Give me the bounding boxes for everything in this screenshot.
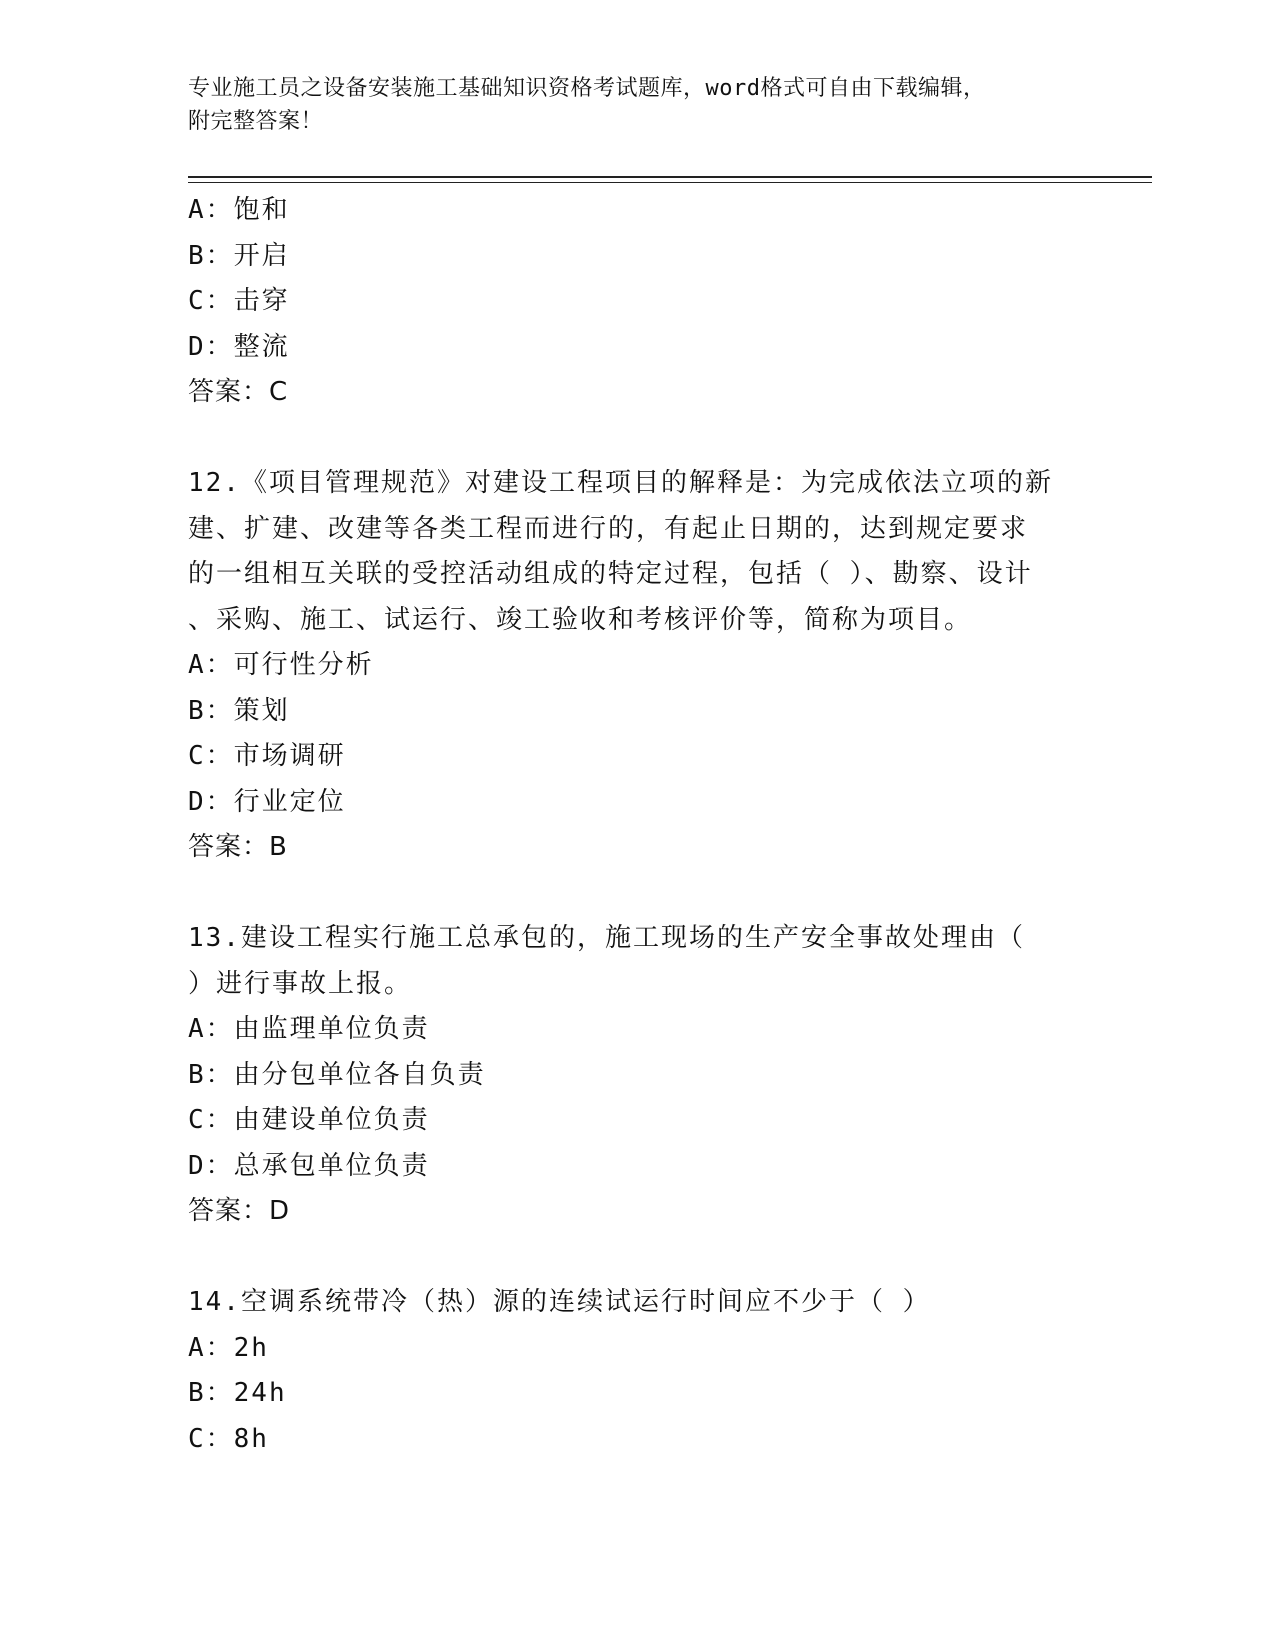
question-text-line: 12.《项目管理规范》对建设工程项目的解释是：为完成依法立项的新 [188, 468, 1053, 498]
question-12 [188, 461, 1088, 871]
question-text-line: 建、扩建、改建等各类工程而进行的，有起止日期的，达到规定要求 [188, 513, 1029, 544]
option-a: A：2h [188, 1332, 269, 1363]
question-text-line: 的一组相互关联的受控活动组成的特定过程，包括（ ）、勘察、设计 [188, 559, 1033, 589]
option-b: B：由分包单位各自负责 [188, 1059, 486, 1090]
option-a: A：由监理单位负责 [188, 1014, 430, 1044]
option-d: D：行业定位 [188, 786, 346, 817]
option-c: C：8h [188, 1423, 269, 1454]
option-c: C：由建设单位负责 [188, 1105, 430, 1135]
question-14 [188, 1280, 1088, 1462]
option-c: C：市场调研 [188, 741, 346, 771]
answer-line: 答案：C [188, 377, 289, 407]
question-list [188, 188, 1088, 1462]
spacer [188, 871, 1088, 917]
spacer [188, 416, 1088, 462]
question-text-line: 14.空调系统带冷（热）源的连续试运行时间应不少于（ ） [188, 1287, 931, 1317]
option-a: A：可行性分析 [188, 650, 374, 680]
question-text-line: 13.建设工程实行施工总承包的，施工现场的生产安全事故处理由（ [188, 923, 1025, 953]
option-d: D：总承包单位负责 [188, 1150, 430, 1181]
option-c: C：击穿 [188, 286, 290, 316]
option-b: B：策划 [188, 695, 290, 726]
question-11 [188, 188, 1088, 416]
option-b: B：24h [188, 1378, 287, 1408]
document-header [188, 72, 1088, 138]
header-line-2: 附完整答案！ [188, 109, 324, 134]
question-text-line: ）进行事故上报。 [188, 968, 413, 999]
header-divider-thick [188, 176, 1152, 178]
option-b: B：开启 [188, 240, 290, 271]
header-divider-thin [188, 182, 1152, 183]
question-13 [188, 916, 1088, 1235]
spacer [188, 1235, 1088, 1281]
header-line-1: 专业施工员之设备安装施工基础知识资格考试题库，word格式可自由下载编辑， [188, 76, 986, 101]
answer-line: 答案：D [188, 1196, 291, 1226]
option-a: A：饱和 [188, 195, 290, 225]
question-text-line: 、采购、施工、试运行、竣工验收和考核评价等，简称为项目。 [188, 604, 973, 635]
option-d: D：整流 [188, 331, 290, 362]
answer-line: 答案：B [188, 832, 288, 862]
